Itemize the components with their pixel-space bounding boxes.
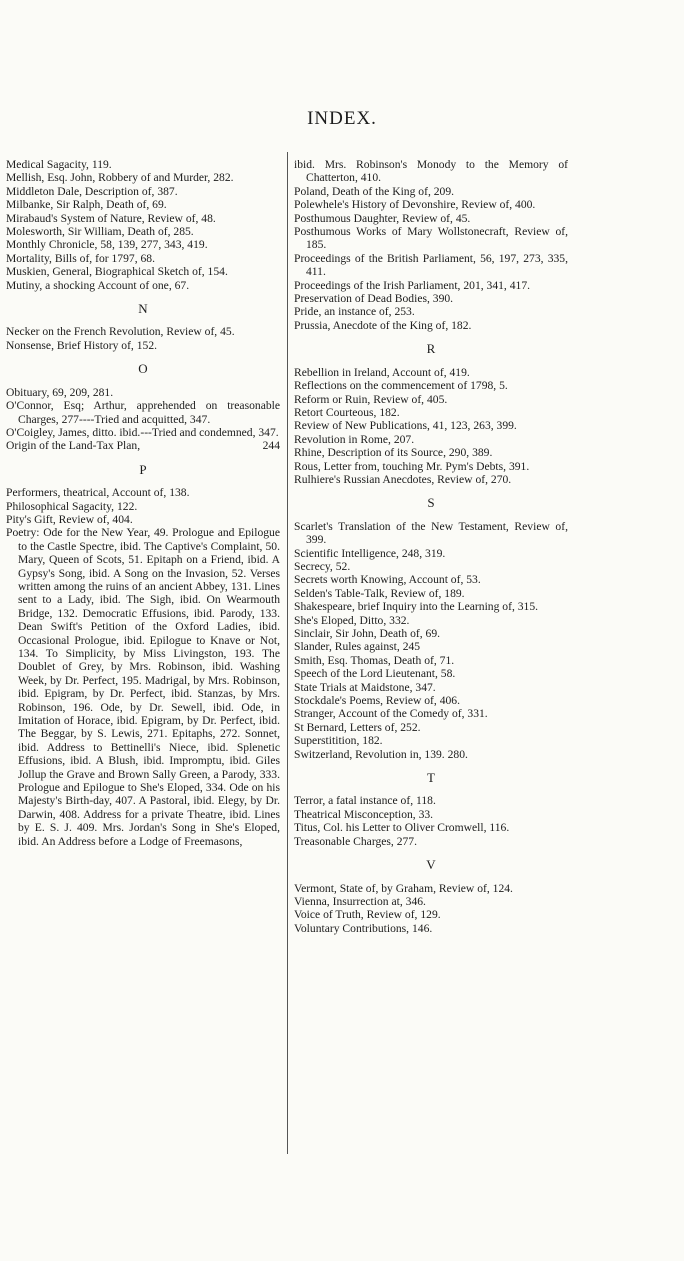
section-letter-n: N — [138, 301, 148, 317]
index-entry: Reform or Ruin, Review of, 405. — [294, 392, 448, 406]
index-entry: Theatrical Misconception, 33. — [294, 807, 434, 821]
right-index-column — [294, 158, 568, 935]
index-entry-title: Origin of the Land-Tax Plan, — [6, 439, 141, 453]
index-entry: Prussia, Anecdote of the King of, 182. — [294, 318, 472, 332]
index-entry: Stranger, Account of the Comedy of, 331. — [294, 707, 488, 721]
index-entry: Nonsense, Brief History of, 152. — [6, 338, 158, 352]
index-entry: Selden's Table-Talk, Review of, 189. — [294, 586, 465, 600]
index-entry: Review of New Publications, 41, 123, 263, 399. — [294, 419, 517, 433]
index-entry: Stockdale's Poems, Review of, 406. — [294, 694, 460, 708]
index-entry: O'Connor, Esq; Arthur, apprehended on treasonable Charges, 277----Tried and acquitted, 347. — [6, 399, 280, 426]
index-entry: Retort Courteous, 182. — [294, 405, 400, 419]
index-entry: Voluntary Contributions, 146. — [294, 921, 433, 935]
index-entry: Titus, Col. his Letter to Oliver Cromwell, 116. — [294, 821, 510, 835]
index-entry: Monthly Chronicle, 58, 139, 277, 343, 419. — [6, 238, 208, 252]
index-entry: O'Coigley, James, ditto. ibid.---Tried and condemned, 347. — [6, 425, 279, 439]
index-entry: Obituary, 69, 209, 281. — [6, 385, 114, 399]
index-entry: Philosophical Sagacity, 122. — [6, 499, 138, 513]
index-entry: Rhine, Description of its Source, 290, 389. — [294, 446, 493, 460]
index-entry: Vienna, Insurrection at, 346. — [294, 894, 426, 908]
index-entry: Mirabaud's System of Nature, Review of, 48. — [6, 211, 216, 225]
section-letter-r: R — [426, 341, 436, 357]
index-entry: Reflections on the commencement of 1798, 5. — [294, 379, 508, 393]
index-entry: Preservation of Dead Bodies, 390. — [294, 292, 454, 306]
index-entry: Poland, Death of the King of, 209. — [294, 184, 455, 198]
index-entry: Voice of Truth, Review of, 129. — [294, 908, 441, 922]
index-entry: State Trials at Maidstone, 347. — [294, 680, 436, 694]
index-entry: Sinclair, Sir John, Death of, 69. — [294, 627, 441, 640]
index-entry — [6, 439, 280, 452]
index-entry-page: 244 — [262, 439, 280, 453]
index-entry: Performers, theatrical, Account of, 138. — [6, 486, 190, 500]
index-entry: Molesworth, Sir William, Death of, 285. — [6, 225, 194, 239]
index-entry: Posthumous Works of Mary Wollstonecraft, Review of, 185. — [294, 225, 568, 252]
index-entry: Necker on the French Revolution, Review of, 45. — [6, 325, 235, 339]
index-entry: Revolution in Rome, 207. — [294, 432, 415, 446]
section-letter-p: P — [139, 461, 147, 477]
index-entry: Switzerland, Revolution in, 139. 280. — [294, 747, 468, 761]
section-letter-o: O — [138, 361, 148, 377]
column-divider — [287, 152, 288, 1154]
index-entry: Speech of the Lord Lieutenant, 58. — [294, 667, 456, 681]
index-entry: Rulhiere's Russian Anecdotes, Review of, 270. — [294, 472, 512, 486]
index-entry: Slander, Rules against, 245 — [294, 640, 421, 654]
index-entry: Superstitition, 182. — [294, 734, 383, 748]
section-letter-s: S — [427, 495, 435, 511]
index-entry: Posthumous Daughter, Review of, 45. — [294, 211, 471, 225]
index-entry: Secrets worth Knowing, Account of, 53. — [294, 573, 481, 587]
index-entry: Proceedings of the British Parliament, 56, 197, 273, 335, 411. — [294, 251, 568, 279]
index-entry: Muskien, General, Biographical Sketch of, 154. — [6, 265, 228, 279]
index-entry: Shakespeare, brief Inquiry into the Learning of, 315. — [294, 600, 539, 614]
index-entry: Vermont, State of, by Graham, Review of, 124. — [294, 881, 513, 895]
index-entry: Poetry: Ode for the New Year, 49. Prologue and Epilogue to the Castle Spectre, ibid. The Captive's Complaint, 50. Mary, Queen of Scots, 51. Epitaph on a Friend, ibid. A Gypsy's Song, ibid. A Song on the Invasion, 52. Verses written among the ruins of an ancient Abbey, 131. Lines sent to a Lady, ibid. The Sigh, ibid. On Wearmouth Bridge, 132. Democratic Effusions, ibid. Parody, 133. Dean Swift's Petition of the Oxford Ladies, ibid. Occasional Prologue, ibid. Epilogue to Knave or Not, 134. To Simplicity, by Miss Livingston, 193. The Doublet of Grey, by Mrs. Robinson, ibid. Washing Week, by Dr. Perfect, 195. Madrigal, by Mrs. Robinson, ibid. Epigram, by Dr. Perfect, ibid. Stanzas, by Mrs. Robinson, 196. Ode, by Dr. Sewell, ibid. Ode, in Imitation of Horace, ibid. Epigram, by Dr. Perfect, ibid. The Beggar, by S. Lewis, 271. Epitaphs, 272. Sonnet, ibid. Address to Bettinelli's Niece, ibid. Splenetic Effusions, ibid. A Blush, ibid. Impromptu, ibid. Giles Jollup the Grave and Brown Sally Green, a Parody, 333. Prologue and Epilogue to She's Eloped, 334. Ode on his Majesty's Birth-day, 407. A Pastoral, ibid. Elegy, by Dr. Darwin, 408. Address for a private Theatre, ibid. Lines by E. S. J. 409. Mrs. Jordan's Song in She's Eloped, ibid. An Address before a Lodge of Freemasons, — [6, 526, 280, 848]
section-letter-t: T — [427, 770, 435, 786]
index-entry: St Bernard, Letters of, 252. — [294, 720, 421, 734]
index-entry: Middleton Dale, Description of, 387. — [6, 184, 178, 198]
index-entry: Mutiny, a shocking Account of one, 67. — [6, 278, 190, 292]
page-title: INDEX. — [307, 108, 377, 129]
index-entry: Medical Sagacity, 119. — [6, 158, 112, 171]
index-entry: Proceedings of the Irish Parliament, 201, 341, 417. — [294, 278, 531, 292]
index-entry: ibid. Mrs. Robinson's Monody to the Memory of Chatterton, 410. — [294, 158, 568, 185]
index-entry: Scientific Intelligence, 248, 319. — [294, 546, 446, 560]
index-entry: Mortality, Bills of, for 1797, 68. — [6, 251, 155, 265]
index-entry: Rebellion in Ireland, Account of, 419. — [294, 365, 470, 379]
index-entry: Treasonable Charges, 277. — [294, 834, 418, 848]
index-entry: Milbanke, Sir Ralph, Death of, 69. — [6, 198, 167, 212]
index-entry: Scarlet's Translation of the New Testament, Review of, 399. — [294, 519, 568, 547]
index-entry: Pride, an instance of, 253. — [294, 305, 415, 319]
index-entry: Mellish, Esq. John, Robbery of and Murder, 282. — [6, 171, 234, 185]
index-entry: Pity's Gift, Review of, 404. — [6, 512, 133, 526]
index-entry: Rous, Letter from, touching Mr. Pym's Debts, 391. — [294, 459, 530, 473]
left-index-column — [6, 158, 280, 848]
index-entry: Smith, Esq. Thomas, Death of, 71. — [294, 653, 455, 667]
index-entry: Terror, a fatal instance of, 118. — [294, 794, 436, 808]
section-letter-v: V — [426, 857, 436, 873]
index-entry: Polewhele's History of Devonshire, Review of, 400. — [294, 198, 536, 212]
index-entry: Secrecy, 52. — [294, 559, 351, 573]
index-entry: She's Eloped, Ditto, 332. — [294, 613, 410, 627]
